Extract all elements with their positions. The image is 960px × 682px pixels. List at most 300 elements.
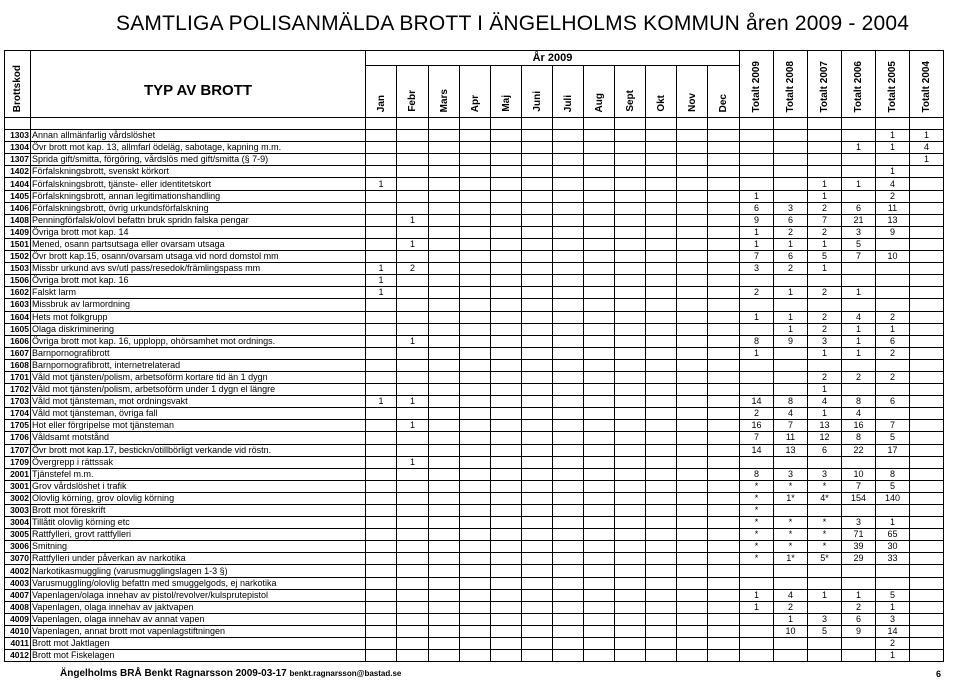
month-value-cell <box>460 456 491 468</box>
month-value-cell <box>522 238 553 250</box>
month-value-cell <box>553 444 584 456</box>
header-month-nov: Nov <box>677 66 708 118</box>
month-value-cell <box>615 517 646 529</box>
total-value-cell: 7 <box>740 251 774 263</box>
month-value-cell <box>366 202 397 214</box>
month-value-cell: 2 <box>397 263 429 275</box>
table-row <box>5 444 944 456</box>
month-value-cell <box>491 347 522 359</box>
month-value-cell <box>646 202 677 214</box>
month-value-cell: 1 <box>397 456 429 468</box>
total-value-cell: 6 <box>774 251 808 263</box>
header-month-feb: Febr <box>397 66 429 118</box>
month-value-cell <box>522 529 553 541</box>
month-value-cell <box>584 347 615 359</box>
month-value-cell <box>677 613 708 625</box>
total-value-cell: 7 <box>740 432 774 444</box>
month-value-cell <box>522 553 553 565</box>
crime-description-cell: Våld mot tjänsteman, övriga fall <box>31 408 366 420</box>
month-value-cell <box>522 359 553 371</box>
month-value-cell <box>397 529 429 541</box>
table-row <box>5 275 944 287</box>
month-value-cell <box>522 275 553 287</box>
total-value-cell <box>740 178 774 190</box>
month-value-cell <box>397 492 429 504</box>
total-value-cell: 1 <box>876 601 910 613</box>
month-value-cell <box>491 650 522 662</box>
month-value-cell <box>366 613 397 625</box>
month-value-cell <box>460 650 491 662</box>
total-value-cell: 2 <box>774 263 808 275</box>
total-value-cell: 1 <box>774 287 808 299</box>
table-row <box>5 287 944 299</box>
month-value-cell <box>646 263 677 275</box>
month-value-cell <box>397 299 429 311</box>
month-value-cell <box>553 625 584 637</box>
month-value-cell <box>429 650 460 662</box>
month-value-cell <box>397 432 429 444</box>
month-value-cell <box>646 420 677 432</box>
month-value-cell <box>522 384 553 396</box>
crime-description-cell: Varusmuggling/olovlig befattn med smuggelgods, ej narkotika <box>31 577 366 589</box>
month-value-cell <box>553 432 584 444</box>
crime-code-cell: 3003 <box>5 505 31 517</box>
month-value-cell <box>553 263 584 275</box>
month-value-cell <box>615 214 646 226</box>
month-value-cell <box>677 335 708 347</box>
total-value-cell: 1 <box>740 589 774 601</box>
month-value-cell <box>491 589 522 601</box>
crime-description-cell: Mened, osann partsutsaga eller ovarsam utsaga <box>31 238 366 250</box>
month-value-cell <box>429 529 460 541</box>
month-value-cell <box>429 456 460 468</box>
month-value-cell <box>553 371 584 383</box>
month-value-cell <box>429 238 460 250</box>
footer-email: benkt.ragnarsson@bastad.se <box>289 669 402 678</box>
month-value-cell <box>522 335 553 347</box>
total-value-cell <box>910 371 944 383</box>
month-value-cell <box>584 468 615 480</box>
month-value-cell <box>584 263 615 275</box>
total-value-cell <box>774 505 808 517</box>
month-value-cell <box>553 335 584 347</box>
month-value-cell <box>677 178 708 190</box>
crime-description-cell: Hot eller förgripelse mot tjänsteman <box>31 420 366 432</box>
month-value-cell <box>491 432 522 444</box>
month-value-cell <box>460 492 491 504</box>
month-value-cell <box>397 625 429 637</box>
month-value-cell <box>615 359 646 371</box>
month-value-cell <box>615 408 646 420</box>
crime-code-cell: 1409 <box>5 226 31 238</box>
crime-code-cell: 1701 <box>5 371 31 383</box>
month-value-cell <box>677 541 708 553</box>
month-value-cell <box>646 541 677 553</box>
month-value-cell <box>646 468 677 480</box>
month-value-cell <box>397 130 429 142</box>
month-value-cell <box>584 311 615 323</box>
crime-description-cell: Övriga brott mot kap. 14 <box>31 226 366 238</box>
total-value-cell: 21 <box>842 214 876 226</box>
month-value-cell <box>708 456 740 468</box>
month-value-cell <box>460 202 491 214</box>
month-value-cell <box>491 323 522 335</box>
total-value-cell <box>876 359 910 371</box>
month-value-cell <box>397 154 429 166</box>
header-month-jun: Juni <box>522 66 553 118</box>
month-value-cell <box>491 613 522 625</box>
crime-description-cell: Våld mot tjänsten/polism, arbetsoförm under 1 dygn el längre <box>31 384 366 396</box>
total-value-cell: 1 <box>774 238 808 250</box>
total-value-cell: 1 <box>740 238 774 250</box>
total-value-cell: 8 <box>740 335 774 347</box>
month-value-cell <box>522 178 553 190</box>
table-row <box>5 408 944 420</box>
total-value-cell <box>910 517 944 529</box>
crime-description-cell: Annan allmänfarlig vårdslöshet <box>31 130 366 142</box>
month-value-cell <box>366 432 397 444</box>
month-value-cell <box>646 130 677 142</box>
month-value-cell <box>553 251 584 263</box>
month-value-cell <box>491 263 522 275</box>
month-value-cell <box>677 420 708 432</box>
total-value-cell: 6 <box>876 396 910 408</box>
total-value-cell: 154 <box>842 492 876 504</box>
month-value-cell <box>646 142 677 154</box>
month-value-cell <box>460 190 491 202</box>
month-value-cell <box>708 287 740 299</box>
crime-description-cell: Övr brott mot kap.17, bestickn/otillbörligt verkande vid röstn. <box>31 444 366 456</box>
month-value-cell <box>708 190 740 202</box>
month-value-cell <box>615 613 646 625</box>
month-value-cell <box>460 517 491 529</box>
total-value-cell: 2 <box>808 323 842 335</box>
month-value-cell <box>615 287 646 299</box>
total-value-cell <box>910 541 944 553</box>
total-value-cell: 4 <box>876 178 910 190</box>
month-value-cell <box>522 456 553 468</box>
month-value-cell <box>584 178 615 190</box>
total-value-cell: 3 <box>774 468 808 480</box>
footer <box>60 668 401 679</box>
crime-code-cell: 1405 <box>5 190 31 202</box>
month-value-cell <box>615 263 646 275</box>
month-value-cell <box>708 299 740 311</box>
crime-description-cell: Olovlig körning, grov olovlig körning <box>31 492 366 504</box>
month-value-cell <box>366 226 397 238</box>
month-value-cell <box>708 238 740 250</box>
total-value-cell: 3 <box>808 468 842 480</box>
month-value-cell <box>677 202 708 214</box>
month-value-cell <box>615 323 646 335</box>
month-value-cell <box>646 529 677 541</box>
table-row <box>5 529 944 541</box>
crime-description-cell: Övr brott kap.15, osann/ovarsam utsaga vid nord domstol mm <box>31 251 366 263</box>
month-value-cell <box>553 287 584 299</box>
total-value-cell <box>910 492 944 504</box>
month-value-cell <box>460 251 491 263</box>
month-value-cell <box>646 456 677 468</box>
month-value-cell <box>366 444 397 456</box>
month-value-cell <box>491 396 522 408</box>
month-value-cell <box>646 275 677 287</box>
crime-description-cell: Falskt larm <box>31 287 366 299</box>
total-value-cell: 2 <box>774 226 808 238</box>
total-value-cell: * <box>740 553 774 565</box>
total-value-cell <box>910 384 944 396</box>
month-value-cell <box>708 408 740 420</box>
month-value-cell <box>522 311 553 323</box>
month-value-cell <box>708 275 740 287</box>
month-value-cell <box>584 638 615 650</box>
total-value-cell <box>740 384 774 396</box>
month-value-cell <box>708 468 740 480</box>
month-value-cell <box>553 601 584 613</box>
total-value-cell: 1 <box>774 323 808 335</box>
month-value-cell <box>491 444 522 456</box>
month-value-cell <box>460 263 491 275</box>
month-value-cell <box>460 541 491 553</box>
month-value-cell <box>708 577 740 589</box>
total-value-cell: 6 <box>842 613 876 625</box>
month-value-cell <box>491 480 522 492</box>
month-value-cell <box>584 335 615 347</box>
month-value-cell <box>460 613 491 625</box>
total-value-cell <box>910 299 944 311</box>
total-value-cell <box>910 347 944 359</box>
total-value-cell <box>910 420 944 432</box>
total-value-cell: 13 <box>876 214 910 226</box>
total-value-cell <box>842 638 876 650</box>
month-value-cell <box>677 214 708 226</box>
total-value-cell <box>910 311 944 323</box>
month-value-cell <box>615 238 646 250</box>
month-value-cell <box>366 359 397 371</box>
crime-code-cell: 4012 <box>5 650 31 662</box>
table-row <box>5 299 944 311</box>
total-value-cell <box>910 456 944 468</box>
footer-author: Ängelholms BRÅ Benkt Ragnarsson 2009-03-17 <box>60 668 287 679</box>
total-value-cell <box>910 238 944 250</box>
month-value-cell <box>460 275 491 287</box>
month-value-cell <box>460 396 491 408</box>
month-value-cell <box>397 505 429 517</box>
month-value-cell <box>584 480 615 492</box>
month-value-cell <box>708 166 740 178</box>
month-value-cell <box>429 263 460 275</box>
total-value-cell <box>876 275 910 287</box>
crime-code-cell: 4010 <box>5 625 31 637</box>
month-value-cell <box>677 408 708 420</box>
total-value-cell <box>808 456 842 468</box>
month-value-cell <box>677 299 708 311</box>
month-value-cell <box>366 154 397 166</box>
month-value-cell <box>522 650 553 662</box>
month-value-cell <box>584 384 615 396</box>
total-value-cell <box>842 154 876 166</box>
month-value-cell <box>429 517 460 529</box>
total-value-cell <box>910 553 944 565</box>
month-value-cell <box>522 589 553 601</box>
month-value-cell <box>460 311 491 323</box>
total-value-cell <box>808 275 842 287</box>
crime-table <box>4 50 944 662</box>
month-value-cell <box>460 347 491 359</box>
header-month-mar: Mars <box>429 66 460 118</box>
month-value-cell <box>553 130 584 142</box>
month-value-cell <box>646 190 677 202</box>
total-value-cell <box>910 251 944 263</box>
total-value-cell <box>876 456 910 468</box>
total-value-cell: * <box>808 480 842 492</box>
total-value-cell <box>808 299 842 311</box>
month-value-cell <box>584 396 615 408</box>
total-value-cell: 5 <box>876 480 910 492</box>
total-value-cell: 2 <box>876 638 910 650</box>
total-value-cell <box>740 166 774 178</box>
total-value-cell: 2 <box>876 311 910 323</box>
total-value-cell: 5 <box>876 432 910 444</box>
month-value-cell <box>522 190 553 202</box>
month-value-cell <box>553 638 584 650</box>
month-value-cell <box>584 420 615 432</box>
month-value-cell <box>615 577 646 589</box>
month-value-cell <box>646 299 677 311</box>
total-value-cell: 4 <box>808 396 842 408</box>
month-value-cell <box>491 565 522 577</box>
total-value-cell <box>876 299 910 311</box>
month-value-cell <box>491 553 522 565</box>
crime-description-cell: Våld mot tjänsten/polism, arbetsoförm kortare tid än 1 dygn <box>31 371 366 383</box>
month-value-cell <box>522 541 553 553</box>
month-value-cell <box>366 299 397 311</box>
month-value-cell <box>460 142 491 154</box>
month-value-cell <box>584 238 615 250</box>
table-row <box>5 130 944 142</box>
total-value-cell: 2 <box>842 601 876 613</box>
month-value-cell <box>553 311 584 323</box>
crime-description-cell: Vapenlagen/olaga innehav av pistol/revolver/kulsprutepistol <box>31 589 366 601</box>
total-value-cell: 1 <box>876 323 910 335</box>
total-value-cell: 1 <box>842 178 876 190</box>
table-row <box>5 154 944 166</box>
month-value-cell <box>553 299 584 311</box>
month-value-cell <box>522 492 553 504</box>
table-row <box>5 384 944 396</box>
month-value-cell <box>366 323 397 335</box>
month-value-cell <box>646 226 677 238</box>
header-month-aug: Aug <box>584 66 615 118</box>
month-value-cell: 1 <box>397 335 429 347</box>
month-value-cell <box>677 480 708 492</box>
month-value-cell <box>429 638 460 650</box>
month-value-cell <box>460 384 491 396</box>
total-value-cell: 2 <box>740 287 774 299</box>
month-value-cell <box>553 166 584 178</box>
month-value-cell <box>677 456 708 468</box>
total-value-cell <box>774 178 808 190</box>
month-value-cell <box>584 287 615 299</box>
crime-description-cell: Penningförfalsk/olovl befattn bruk spridn falska pengar <box>31 214 366 226</box>
month-value-cell <box>522 214 553 226</box>
month-value-cell <box>646 371 677 383</box>
month-value-cell <box>491 202 522 214</box>
month-value-cell <box>460 335 491 347</box>
month-value-cell <box>429 142 460 154</box>
month-value-cell <box>708 444 740 456</box>
month-value-cell <box>397 577 429 589</box>
crime-code-cell: 1606 <box>5 335 31 347</box>
crime-code-cell: 1408 <box>5 214 31 226</box>
total-value-cell: 4 <box>910 142 944 154</box>
crime-code-cell: 1706 <box>5 432 31 444</box>
total-value-cell: 140 <box>876 492 910 504</box>
total-value-cell: 65 <box>876 529 910 541</box>
total-value-cell: 10 <box>774 625 808 637</box>
month-value-cell <box>429 251 460 263</box>
month-value-cell <box>553 275 584 287</box>
month-value-cell <box>460 359 491 371</box>
month-value-cell <box>460 408 491 420</box>
month-value-cell <box>708 625 740 637</box>
total-value-cell: 1 <box>842 347 876 359</box>
total-value-cell <box>910 625 944 637</box>
month-value-cell <box>522 468 553 480</box>
month-value-cell <box>366 577 397 589</box>
table-row <box>5 142 944 154</box>
month-value-cell <box>615 468 646 480</box>
crime-code-cell: 3002 <box>5 492 31 504</box>
month-value-cell <box>366 251 397 263</box>
month-value-cell <box>708 492 740 504</box>
month-value-cell <box>553 396 584 408</box>
month-value-cell <box>708 359 740 371</box>
month-value-cell <box>397 565 429 577</box>
total-value-cell <box>842 190 876 202</box>
month-value-cell <box>553 529 584 541</box>
total-value-cell <box>910 275 944 287</box>
month-value-cell <box>708 541 740 553</box>
month-value-cell <box>677 311 708 323</box>
month-value-cell <box>366 190 397 202</box>
month-value-cell <box>429 190 460 202</box>
month-value-cell <box>522 444 553 456</box>
month-value-cell <box>522 613 553 625</box>
month-value-cell <box>646 638 677 650</box>
month-value-cell <box>491 371 522 383</box>
table-row <box>5 359 944 371</box>
crime-code-cell: 1704 <box>5 408 31 420</box>
month-value-cell <box>646 565 677 577</box>
month-value-cell <box>366 420 397 432</box>
total-value-cell <box>740 275 774 287</box>
total-value-cell: 1 <box>808 589 842 601</box>
total-value-cell <box>740 565 774 577</box>
table-row <box>5 323 944 335</box>
month-value-cell <box>677 238 708 250</box>
crime-code-cell: 3005 <box>5 529 31 541</box>
total-value-cell: 16 <box>740 420 774 432</box>
month-value-cell <box>615 275 646 287</box>
total-value-cell: 6 <box>876 335 910 347</box>
month-value-cell <box>584 529 615 541</box>
month-value-cell <box>491 238 522 250</box>
total-value-cell: 8 <box>774 396 808 408</box>
month-value-cell <box>584 541 615 553</box>
total-value-cell <box>740 154 774 166</box>
month-value-cell <box>615 589 646 601</box>
month-value-cell <box>646 214 677 226</box>
